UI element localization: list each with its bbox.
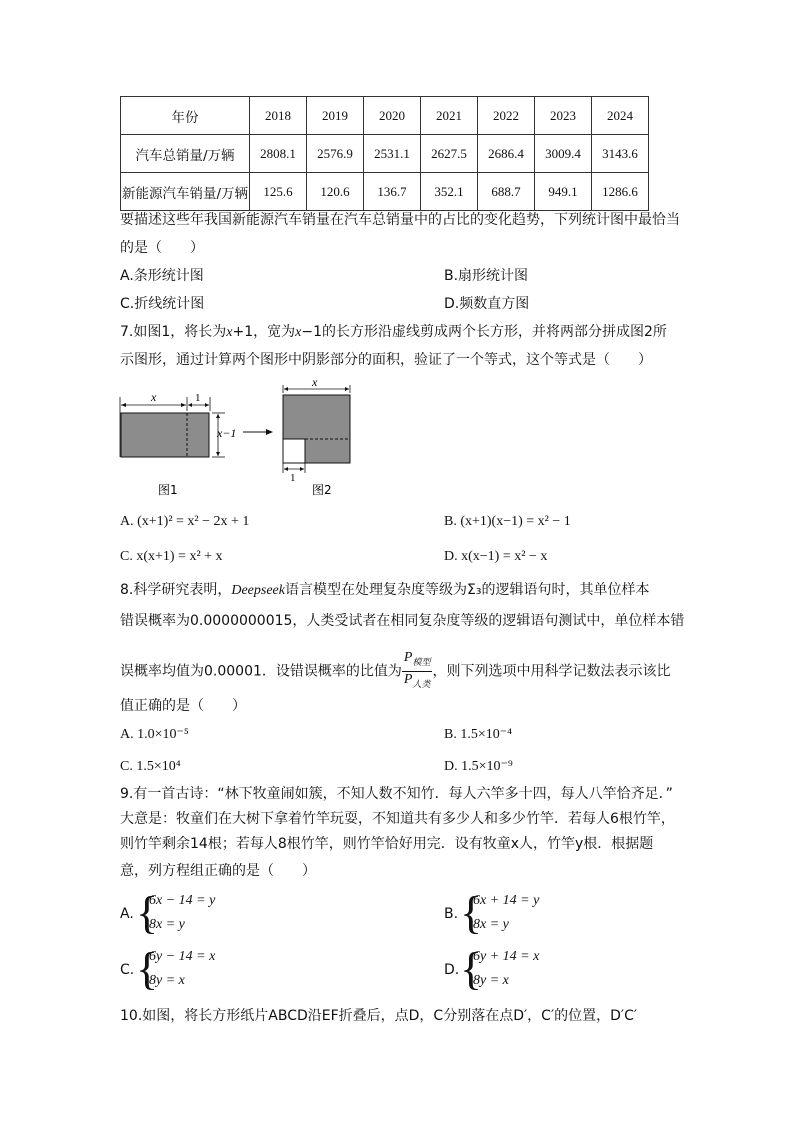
table-cell: 3009.4 (535, 135, 592, 173)
q7-line2: 示图形，通过计算两个图形中阴影部分的面积，验证了一个等式，这个等式是（ ） (120, 352, 652, 368)
option-label: C. (120, 962, 135, 978)
year-cell: 2019 (307, 97, 364, 135)
equation-2: 8y = x (473, 973, 509, 988)
q6-line2: 的是（ ） (120, 240, 204, 256)
table-cell: 2686.4 (478, 135, 535, 173)
q8-option-b: B. 1.5×10⁻⁴ (444, 727, 513, 742)
fig2-one-label: 1 (290, 472, 296, 484)
table-cell: 120.6 (307, 173, 364, 211)
equation-1: 6x + 14 = y (473, 893, 540, 908)
table-header-label: 年份 (121, 97, 250, 135)
fig1-x-label: x (151, 390, 157, 404)
fig2-x-label: x (312, 375, 318, 389)
table-row (121, 173, 649, 211)
year-cell: 2022 (478, 97, 535, 135)
q7-option-a: A. (x+1)² = x² − 2x + 1 (120, 514, 250, 529)
sales-table (120, 96, 649, 211)
q6-option-b: B.扇形统计图 (444, 268, 529, 284)
q9-line3: 则竹竿剩余14根；若每人8根竹竿，则竹竿恰好用完．设有牧童x人，竹竿y根．根据题 (120, 836, 654, 852)
table-cell: 125.6 (250, 173, 307, 211)
table-cell: 3143.6 (592, 135, 649, 173)
frac-num: P (403, 650, 413, 665)
option-label: D. (444, 962, 460, 978)
frac-den-sub: 人类 (412, 679, 431, 690)
q8-line3-text: 误概率均值为0.00001．设错误概率的比值为 (120, 663, 402, 680)
q8-model-name: Deepseek (231, 583, 285, 598)
q7-figure (115, 375, 365, 500)
equation-2: 8x = y (149, 917, 185, 932)
fig1-one-label: 1 (195, 392, 201, 404)
q8-line1-text: 8.科学研究表明， (120, 582, 232, 598)
q8-line1-text: 语言模型在处理复杂度等级为Σ₃的逻辑语句时，其单位样本 (285, 582, 650, 598)
frac-den: P (403, 671, 413, 687)
option-label: B. (444, 906, 459, 922)
fig1-caption: 图1 (158, 483, 178, 497)
q9-option-b: B. { 6x + 14 = y 8x = y (444, 887, 540, 938)
option-label: A. (120, 906, 134, 922)
equation-2: 8x = y (473, 917, 509, 932)
q9-option-a: A. { 6x − 14 = y 8x = y (120, 887, 216, 938)
table-cell: 2531.1 (364, 135, 421, 173)
table-cell: 2808.1 (250, 135, 307, 173)
q9-line1: 9.有一首古诗：“林下牧童闹如簇，不知人数不知竹．每人六竿多十四，每人八竿恰齐足．” (120, 786, 673, 802)
table-cell: 1286.6 (592, 173, 649, 211)
q7-option-c: C. x(x+1) = x² + x (120, 549, 223, 564)
q8-option-c: C. 1.5×10⁴ (120, 759, 181, 774)
q10-line1: 10.如图，将长方形纸片ABCD沿EF折叠后，点D，C分别落在点D′，C′的位置，D′C′ (120, 1008, 638, 1024)
q6-option-a: A.条形统计图 (120, 268, 204, 284)
year-cell: 2024 (592, 97, 649, 135)
equation-1: 6y − 14 = x (149, 949, 216, 964)
q7-line1-text: +1，宽为 (232, 324, 296, 340)
arrow-icon (266, 429, 273, 435)
year-cell: 2021 (421, 97, 478, 135)
q9-option-c: C. { 6y − 14 = x 8y = x (120, 943, 216, 994)
frac-num-sub: 模型 (412, 657, 431, 668)
table-cell: 352.1 (421, 173, 478, 211)
table-cell: 136.7 (364, 173, 421, 211)
row-label: 新能源汽车销量/万辆 (121, 173, 250, 211)
q8-line1 (120, 577, 649, 604)
q9-line4: 意，列方程组正确的是（ ） (120, 863, 316, 879)
q7-option-b: B. (x+1)(x−1) = x² − 1 (444, 514, 571, 529)
q7-line1 (120, 319, 667, 346)
year-cell: 2023 (535, 97, 592, 135)
table-cell: 2576.9 (307, 135, 364, 173)
fig1-side-label: x−1 (217, 426, 237, 440)
q6-line1: 要描述这些年我国新能源汽车销量在汽车总销量中的占比的变化趋势，下列统计图中最恰当 (120, 212, 680, 228)
row-label: 汽车总销量/万辆 (121, 135, 250, 173)
year-cell: 2020 (364, 97, 421, 135)
q7-option-d: D. x(x−1) = x² − x (444, 549, 548, 564)
q7-var: x (226, 325, 233, 340)
figure-2 (283, 375, 350, 497)
ratio-fraction (402, 650, 433, 693)
q8-line2: 错误概率为0.0000000015，人类受试者在相同复杂度等级的逻辑语句测试中，单位样本错 (120, 613, 685, 629)
equation-2: 8y = x (149, 973, 185, 988)
table-cell: 688.7 (478, 173, 535, 211)
q7-line1-text: −1的长方形沿虚线剪成两个长方形，并将两部分拼成图2所 (301, 324, 667, 340)
table-cell: 2627.5 (421, 135, 478, 173)
q8-line3-text: ，则下列选项中用科学记数法表示该比 (432, 663, 671, 680)
q6-option-d: D.频数直方图 (444, 296, 530, 312)
q7-line1-text: 7.如图1，将长为 (120, 324, 227, 340)
figure-1 (120, 390, 273, 497)
table-row (121, 135, 649, 173)
q8-option-a: A. 1.0×10⁻⁵ (120, 727, 189, 742)
table-cell: 949.1 (535, 173, 592, 211)
q7-var: x (295, 325, 302, 340)
q8-line4: 值正确的是（ ） (120, 698, 246, 714)
equation-1: 6x − 14 = y (149, 893, 216, 908)
q6-option-c: C.折线统计图 (120, 296, 205, 312)
q8-option-d: D. 1.5×10⁻⁹ (444, 759, 513, 774)
q8-line3 (120, 650, 670, 693)
q9-line2: 大意是：牧童们在大树下拿着竹竿玩耍，不知道共有多少人和多少竹竿．若每人6根竹竿， (120, 811, 675, 827)
equation-1: 6y + 14 = x (473, 949, 540, 964)
table-header-row (121, 97, 649, 135)
year-cell: 2018 (250, 97, 307, 135)
q9-option-d: D. { 6y + 14 = x 8y = x (444, 943, 540, 994)
fig2-caption: 图2 (312, 483, 332, 497)
